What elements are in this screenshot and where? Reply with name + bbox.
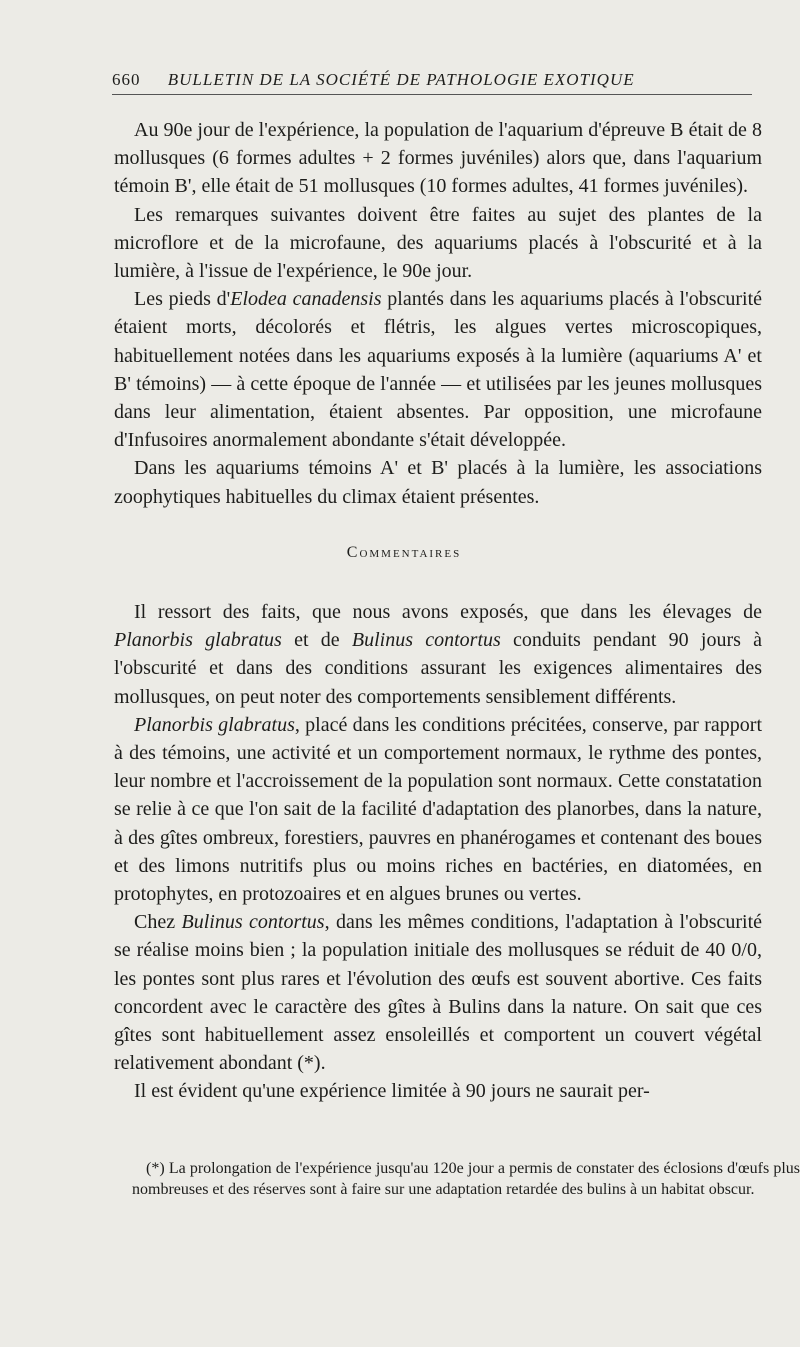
paragraph: Les pieds d'Elodea canadensis plantés dans les aquariums placés à l'obscurité étaient morts, décolorés et flétris, les algues vertes microscopiques, habituellement notées dans les aquariums exposés à la lumière (aquariums A' et B' témoins) — à cette époque de l'année — et utilisées par les jeunes mollusques dans leur alimentation, étaient absentes. Par opposition, une microfaune d'Infusoires anormalement abondante s'était développée. bbox=[114, 288, 763, 452]
commentary-section bbox=[114, 598, 762, 1106]
running-header bbox=[112, 70, 752, 95]
paragraph: Dans les aquariums témoins A' et B' placés à la lumière, les associations zoophytiques habituelles du climax étaient présentes. bbox=[114, 457, 762, 508]
section-heading: Commentaires bbox=[346, 544, 462, 561]
page-number: 660 bbox=[112, 70, 141, 89]
species-name: Bulinus contortus bbox=[351, 629, 501, 652]
paragraph: Il ressort des faits, que nous avons exposés, que dans les élevages de Planorbis glabratus et de Bulinus contortus conduits pendant 90 jours à l'obscurité et dans des conditions assurant les exigences alimentaires des mollusques, on peut noter des comportements sensiblement différents. bbox=[114, 601, 763, 708]
paragraph: Au 90e jour de l'expérience, la population de l'aquarium d'épreuve B était de 8 mollusques (6 formes adultes + 2 formes juvéniles) alors que, dans l'aquarium témoin B', elle était de 51 mollusques (10 formes adultes, 41 formes juvéniles). bbox=[114, 119, 762, 198]
paragraph: Il est évident qu'une expérience limitée à 90 jours ne saurait per- bbox=[134, 1080, 650, 1103]
species-name: Bulinus contortus bbox=[181, 911, 325, 934]
species-name: Planorbis glabratus bbox=[134, 713, 295, 736]
footnote bbox=[132, 1158, 800, 1200]
species-name: Planorbis glabratus bbox=[114, 629, 282, 652]
paragraph: Les remarques suivantes doivent être faites au sujet des plantes de la microflore et de la microfaune, des aquariums placés à l'obscurité et à la lumière, à l'issue de l'expérience, le 90e jour. bbox=[114, 203, 762, 283]
footnote-text: (*) La prolongation de l'expérience jusqu'au 120e jour a permis de constater des éclosions d'œufs plus nombreuses et des réserves sont à faire sur une adaptation retardée des bulins à un habitat obscur. bbox=[132, 1160, 800, 1198]
species-name: Elodea canadensis bbox=[230, 288, 382, 311]
running-title: BULLETIN DE LA SOCIÉTÉ DE PATHOLOGIE EXOTIQUE bbox=[167, 70, 635, 89]
results-section bbox=[114, 116, 762, 511]
paragraph: Planorbis glabratus, placé dans les conditions précitées, conserve, par rapport à des témoins, une activité et un comportement normaux, le rythme des pontes, leur nombre et l'accroissement de la population sont normaux. Cette constatation se relie à ce que l'on sait de la facilité d'adaptation des planorbes, dans la nature, à des gîtes ombreux, forestiers, pauvres en phanérogames et contenant des boues et des limons nutritifs plus ou moins riches en bactéries, en diatomées, en protophytes, en protozoaires et en algues brunes ou vertes. bbox=[114, 713, 763, 906]
paragraph: Chez Bulinus contortus, dans les mêmes conditions, l'adaptation à l'obscurité se réalise moins bien ; la population initiale des mollusques se réduit de 40 0/0, les pontes sont plus rares et l'évolution des œufs est souvent abortive. Ces faits concordent avec le caractère des gîtes à Bulins dans la nature. On sait que ces gîtes sont habituellement assez ensoleillés et comportent un couvert végétal relativement abondant (*). bbox=[114, 911, 763, 1075]
